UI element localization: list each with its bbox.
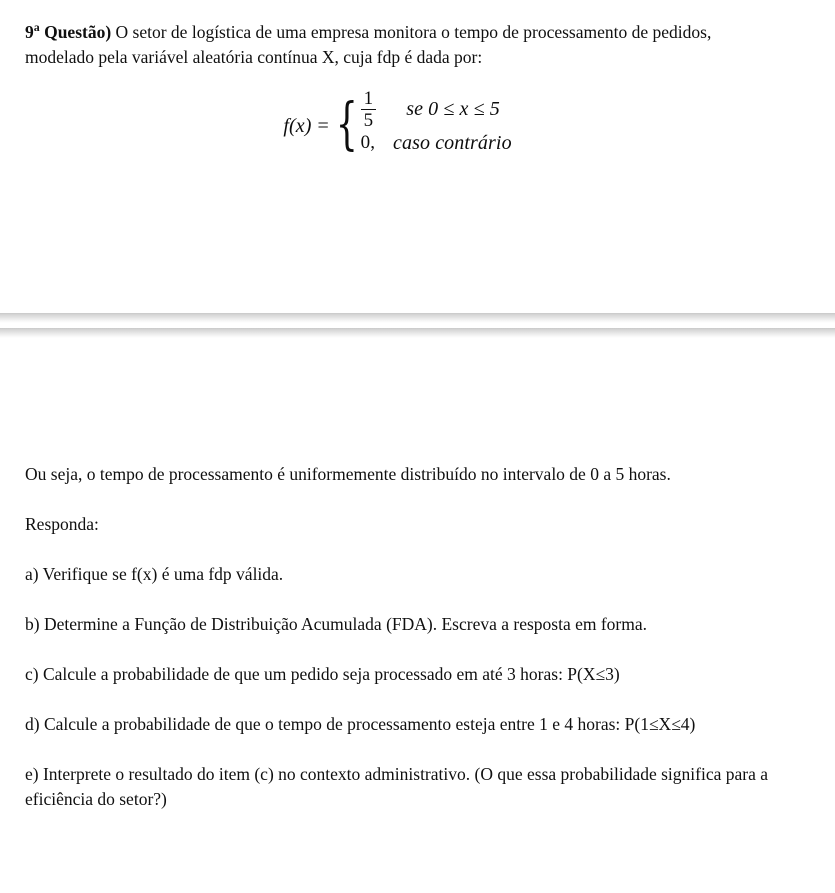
- page-break-separator: [0, 313, 835, 338]
- formula-cases: [360, 87, 512, 160]
- fraction-denominator: 5: [363, 109, 374, 131]
- formula-case-1-condition: se 0 ≤ x ≤ 5: [406, 97, 500, 120]
- formula-case-row-1: [361, 87, 512, 131]
- question-intro-paragraph: [25, 20, 770, 70]
- piecewise-formula: [283, 87, 512, 160]
- item-e: e) Interprete o resultado do item (c) no contexto administrativo. (O que essa probabilidade significa para a eficiência do setor?): [25, 764, 768, 809]
- question-label-tail: Questão): [39, 22, 112, 42]
- question-intro-text: O setor de logística de uma empresa monitora o tempo de processamento de pedidos, modelado pela variável aleatória contínua X, cuja fdp é dada por:: [25, 22, 712, 67]
- fraction-numerator: 1: [363, 87, 374, 109]
- item-b: b) Determine a Função de Distribuição Acumulada (FDA). Escreva a resposta em forma.: [25, 614, 648, 634]
- separator-bar-bottom: [0, 328, 835, 338]
- curly-brace-icon: {: [335, 92, 358, 157]
- fraction-one-fifth: [361, 89, 377, 130]
- formula-case-2-value: 0,: [360, 132, 376, 153]
- separator-bar-top: [0, 313, 835, 323]
- question-number-label: [25, 22, 111, 42]
- summary-paragraph: Ou seja, o tempo de processamento é uniformemente distribuído no intervalo de 0 a 5 horas.: [25, 464, 671, 484]
- item-d: d) Calcule a probabilidade de que o tempo de processamento esteja entre 1 e 4 horas: P(1≤X≤4): [25, 714, 696, 734]
- item-a: a) Verifique se f(x) é uma fdp válida.: [25, 564, 284, 584]
- question-ordinal-suffix: a: [33, 20, 40, 35]
- pdf-formula-display: [25, 87, 770, 160]
- question-items-block: [25, 462, 773, 812]
- formula-equals-sign: =: [317, 114, 329, 137]
- item-c: c) Calcule a probabilidade de que um pedido seja processado em até 3 horas: P(X≤3): [25, 664, 620, 684]
- formula-case-2-condition: caso contrário: [393, 131, 512, 154]
- question-number: 9: [25, 22, 34, 42]
- question-intro-block: [25, 20, 770, 70]
- formula-function-name: f(x): [283, 114, 312, 137]
- formula-case-row-2: [361, 126, 512, 160]
- responda-label: Responda:: [25, 514, 99, 534]
